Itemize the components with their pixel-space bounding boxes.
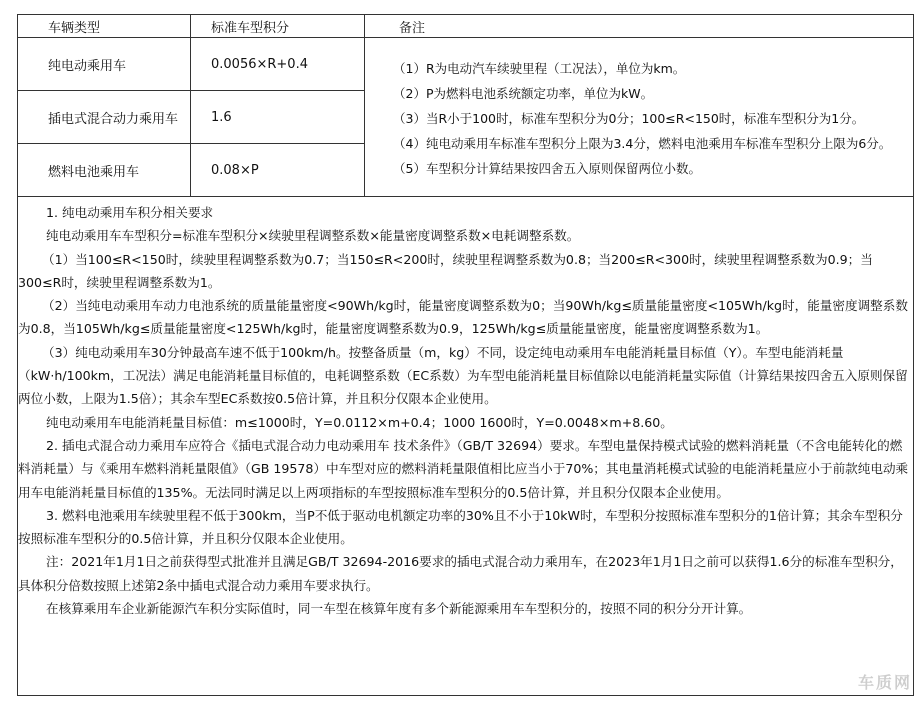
header-remarks: 备注 (365, 15, 914, 38)
paragraph: （2）当纯电动乘用车动力电池系统的质量能量密度<90Wh/kg时，能量密度调整系数为0；当90Wh/kg≤质量能量密度<105Wh/kg时，能量密度调整系数为0.8，当105Wh/kg≤质量能量密度<125Wh/kg时，能量密度调整系数为0.9，125Wh/kg≤质量能量密度，能量密度调整系数为1。 (18, 298, 908, 337)
vehicle-type-cell: 燃料电池乘用车 (18, 144, 191, 197)
watermark-logo (858, 670, 912, 693)
table-header-row (18, 15, 914, 38)
header-vehicle-type: 车辆类型 (18, 15, 191, 38)
remark-item: （1）R为电动汽车续驶里程（工况法），单位为km。 (393, 60, 686, 76)
paragraph: 纯电动乘用车车型积分=标准车型积分×续驶里程调整系数×能量密度调整系数×电耗调整系数。 (46, 228, 580, 244)
score-cell: 0.08×P (191, 144, 365, 197)
paragraph: （1）当100≤R<150时，续驶里程调整系数为0.7；当150≤R<200时，续驶里程调整系数为0.8；当200≤R<300时，续驶里程调整系数为0.9；当300≤R时，续驶里程调整系数为1。 (18, 251, 873, 290)
watermark-text: 车质网 (857, 673, 912, 692)
header-standard-score: 标准车型积分 (191, 15, 365, 38)
paragraph: （3）纯电动乘用车30分钟最高车速不低于100km/h。按整备质量（m，kg）不同，设定纯电动乘用车电能消耗量目标值（Y）。车型电能消耗量（kW·h/100km，工况法）满足电能消耗量目标值的，电耗调整系数（EC系数）为车型电能消耗量目标值除以电能消耗量实际值（计算结果按四舍五入原则保留两位小数，上限为1.5倍）；其余车型EC系数按0.5倍计算，并且积分仅限本企业使用。 (18, 344, 908, 407)
vehicle-type-cell: 纯电动乘用车 (18, 38, 191, 91)
remark-item: （4）纯电动乘用车标准车型积分上限为3.4分，燃料电池乘用车标准车型积分上限为6分。 (393, 135, 892, 151)
remark-item: （2）P为燃料电池系统额定功率，单位为kW。 (393, 85, 654, 101)
score-cell: 1.6 (191, 91, 365, 144)
paragraph: 注：2021年1月1日之前获得型式批准并且满足GB/T 32694-2016要求的插电式混合动力乘用车，在2023年1月1日之前可以获得1.6分的标准车型积分，具体积分倍数按照上述第2条中插电式混合动力乘用车要求执行。 (18, 554, 903, 593)
section-heading: 1. 纯电动乘用车积分相关要求 (46, 205, 214, 220)
remark-item: （5）车型积分计算结果按四舍五入原则保留两位小数。 (393, 160, 701, 176)
remark-item: （3）当R小于100时，标准车型积分为0分；100≤R<150时，标准车型积分为1分。 (393, 110, 865, 126)
remarks-cell (365, 38, 914, 197)
table-row (18, 38, 914, 91)
paragraph: 3. 燃料电池乘用车续驶里程不低于300km，当P不低于驱动电机额定功率的30%且不小于10kW时，车型积分按照标准车型积分的1倍计算；其余车型积分按照标准车型积分的0.5倍计算，并且积分仅限本企业使用。 (18, 507, 903, 547)
table-body-row (18, 197, 914, 696)
paragraph: 在核算乘用车企业新能源汽车积分实际值时，同一车型在核算年度有多个新能源乘用车车型积分的，按照不同的积分分开计算。 (46, 601, 752, 617)
score-table (17, 14, 914, 696)
requirements-cell (18, 197, 914, 696)
score-cell: 0.0056×R+0.4 (191, 38, 365, 91)
paragraph: 2. 插电式混合动力乘用车应符合《插电式混合动力电动乘用车 技术条件》（GB/T 32694）要求。车型电量保持模式试验的燃料消耗量（不含电能转化的燃料消耗量）与《乘用车燃料消耗量限值》（GB 19578）中车型对应的燃料消耗量限值相比应当小于70%；其电量消耗模式试验的电能消耗量应小于前款纯电动乘用车电能消耗量目标值的135%。无法同时满足以上两项指标的车型按照标准车型积分的0.5倍计算，并且积分仅限本企业使用。 (18, 437, 909, 500)
paragraph: 纯电动乘用车电能消耗量目标值：m≤1000时，Y=0.0112×m+0.4；1000 1600时，Y=0.0048×m+8.60。 (46, 414, 673, 430)
vehicle-type-cell: 插电式混合动力乘用车 (18, 91, 191, 144)
